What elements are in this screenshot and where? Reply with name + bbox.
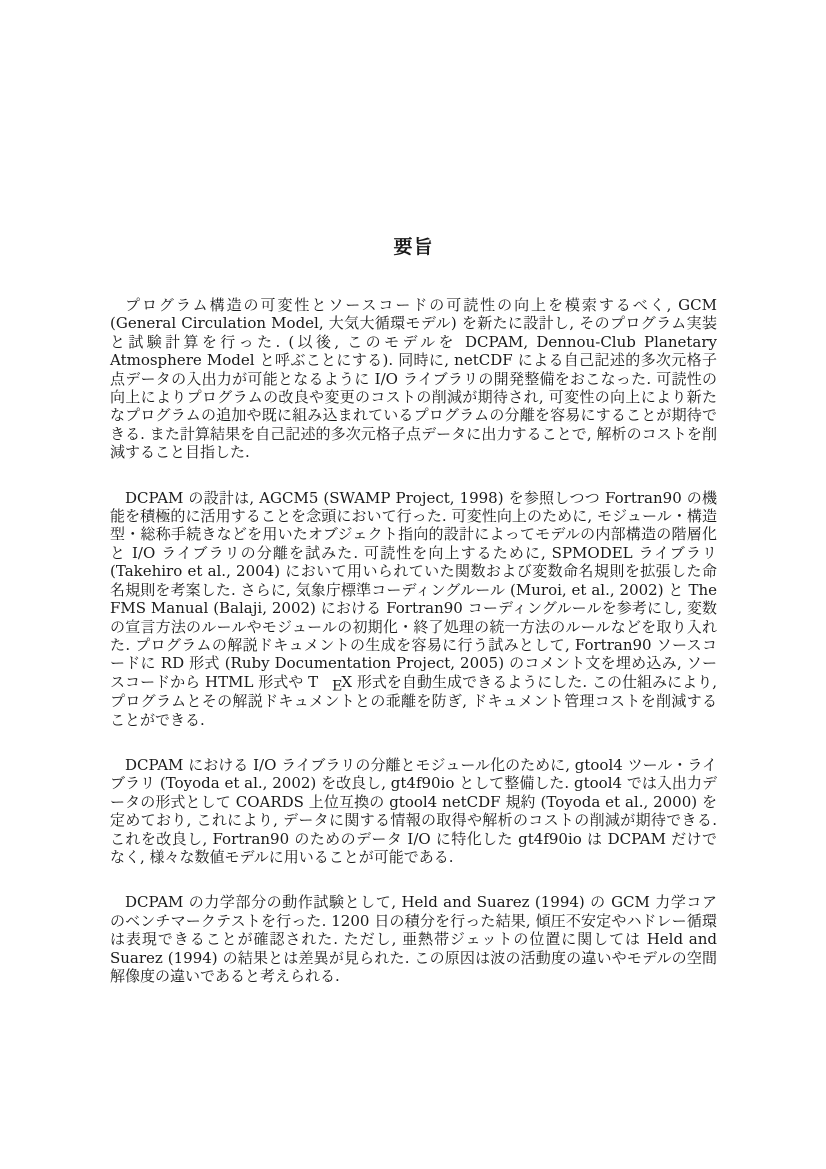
abstract-paragraph: プログラム構造の可変性とソースコードの可読性の向上を模索するべく, GCM (General Circulation Model, 大気大循環モデル) を新たに設計し, そのプログラム実装と試験計算を行った. (以後, このモデルを DCPAM, Dennou-Club Planetary Atmosphere Model と呼ぶことにする). 同時に, netCDF による自己記述的多次元格子点データの入出力が可能となるように I/O ライブラリの開発整備をおこなった. 可読性の向上によりプログラムの改良や変更のコストの削減が期待され, 可変性の向上により新たなプログラムの追加や既に組み込まれているプログラムの分離を容易にすることが期待できる. また計算結果を自己記述的多次元格子点データに出力することで, 解析のコストを削減すること目指した.	[110, 296, 717, 462]
abstract-paragraph: DCPAM における I/O ライブラリの分離とモジュール化のために, gtool4 ツール・ライブラリ (Toyoda et al., 2002) を改良し, gt4f90io として整備した. gtool4 では入出力データの形式として COARDS 上位互換の gtool4 netCDF 規約 (Toyoda et al., 2000) を定めており, これにより, データに関する情報の取得や解析のコストの削減が期待できる. これを改良し, Fortran90 のためのデータ I/O に特化した gt4f90io は DCPAM だけでなく, 様々な数値モデルに用いることが可能である.	[110, 755, 717, 866]
tex-logo: T EX	[308, 672, 353, 695]
page-title: 要旨	[393, 236, 434, 258]
abstract-text-block	[110, 296, 717, 985]
abstract-paragraph: DCPAM の力学部分の動作試験として, Held and Suarez (1994) の GCM 力学コアのベンチマークテストを行った. 1200 日の積分を行った結果, 傾圧不安定やハドレー循環は表現できることが確認された. ただし, 亜熱帯ジェットの位置に関しては Held and Suarez (1994) の結果とは差異が見られた. この原因は波の活動度の違いやモデルの空間解像度の違いであると考えられる.	[110, 893, 717, 985]
abstract-paragraph: DCPAM の設計は, AGCM5 (SWAMP Project, 1998) を参照しつつ Fortran90 の機能を積極的に活用することを念頭において行った. 可変性向上のために, モジュール・構造型・総称手続きなどを用いたオブジェクト指向的設計によってモデルの内部構造の階層化と I/O ライブラリの分離を試みた. 可読性を向上するために, SPMODEL ライブラリ (Takehiro et al., 2004) において用いられていた関数および変数命名規則を拡張した命名規則を考案した. さらに, 気象庁標準コーディングルール (Muroi, et al., 2002) と The FMS Manual (Balaji, 2002) における Fortran90 コーディングルールを参考にし, 変数の宣言方法のルールやモジュールの初期化・終了処理の統一方法のルールなどを取り入れた. プログラムの解説ドキュメントの生成を容易に行う試みとして, Fortran90 ソースコードに RD 形式 (Ruby Documentation Project, 2005) のコメント文を埋め込み, ソースコードから HTML 形式や T EX 形式を自動生成できるようにした. この仕組みにより, プログラムとその解説ドキュメントとの乖離を防ぎ, ドキュメント管理コストを削減することができる.	[110, 488, 717, 729]
